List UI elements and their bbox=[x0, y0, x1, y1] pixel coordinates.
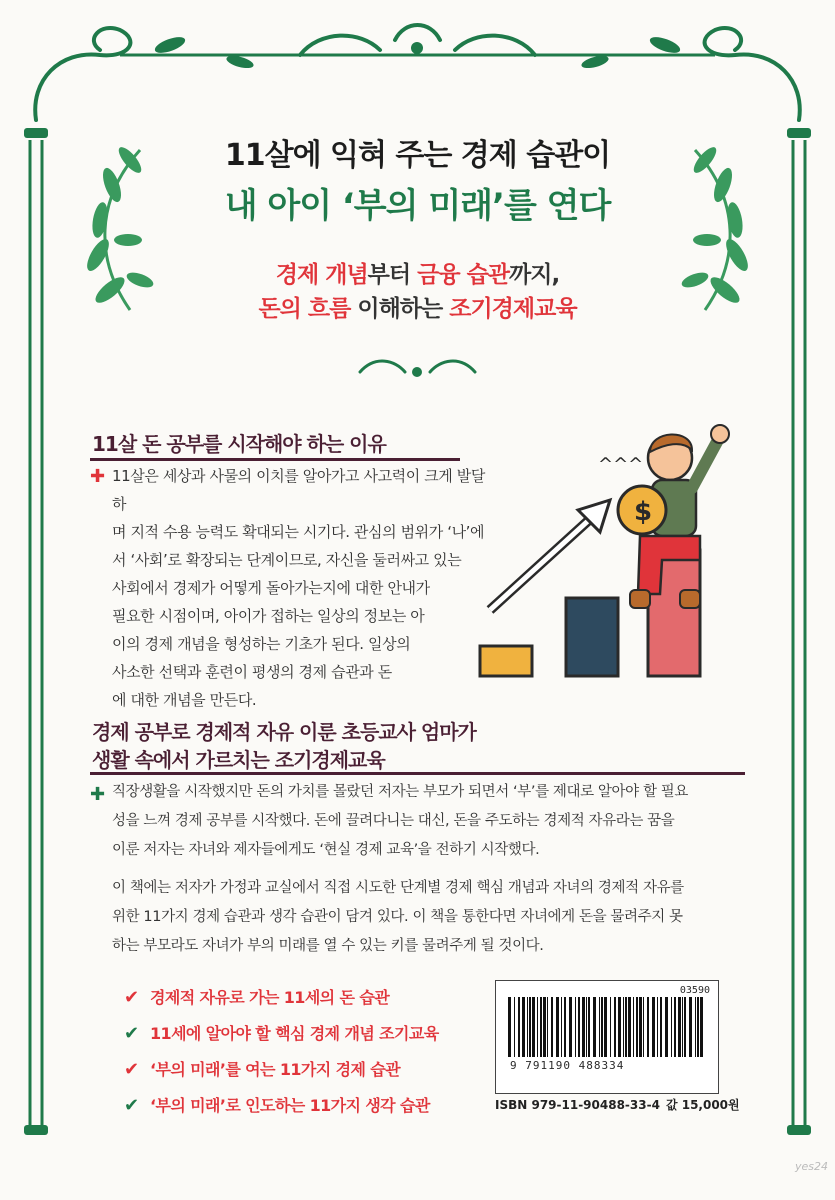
section2-title-line2: 생활 속에서 가르치는 조기경제교육 bbox=[92, 748, 385, 772]
barcode-addon: 03590 bbox=[679, 985, 710, 996]
plus-icon: ✚ bbox=[90, 466, 106, 487]
section2-para1 bbox=[112, 778, 762, 865]
check-icon: ✔ bbox=[124, 1059, 139, 1080]
bar-medium bbox=[566, 598, 618, 676]
plus-icon: ✚ bbox=[90, 784, 106, 805]
section1-underline bbox=[90, 458, 460, 461]
section2-underline bbox=[90, 772, 745, 775]
barcode bbox=[495, 980, 719, 1094]
text-line: 11살은 세상과 사물의 이치를 알아가고 사고력이 크게 발달하 bbox=[112, 467, 485, 513]
sub-normal: 부터 bbox=[367, 262, 418, 288]
barcode-digits: 9 791190 488334 bbox=[510, 1059, 625, 1072]
barcode-bars bbox=[508, 997, 706, 1059]
text-line: 위한 11가지 경제 습관과 생각 습관이 담겨 있다. 이 책을 통한다면 자녀에게 돈을 물려주지 못 bbox=[112, 909, 683, 925]
sub-emph: 경제 개념 bbox=[275, 262, 368, 288]
watermark: yes24 bbox=[795, 1160, 829, 1173]
text-line: 사소한 선택과 훈련이 평생의 경제 습관과 돈 bbox=[112, 663, 392, 681]
text-line: 며 지적 수용 능력도 확대되는 시기다. 관심의 범위가 ‘나’에 bbox=[112, 523, 485, 541]
text-line: 에 대한 개념을 만든다. bbox=[112, 691, 257, 709]
section1-title: 11살 돈 공부를 시작해야 하는 이유 bbox=[92, 432, 386, 456]
text-line: 이룬 저자는 자녀와 제자들에게도 ‘현실 경제 교육’을 전하기 시작했다. bbox=[112, 842, 540, 858]
headline-line2: 내 아이 ‘부의 미래’를 연다 bbox=[224, 186, 611, 226]
sub-emph: 금융 습관 bbox=[417, 262, 510, 288]
price-label: 값 15,000원 bbox=[665, 1098, 740, 1112]
section2-para2 bbox=[112, 874, 762, 961]
bar-small bbox=[480, 646, 532, 676]
text-line: 사회에서 경제가 어떻게 돌아가는지에 대한 안내가 bbox=[112, 579, 430, 597]
text-line: 성을 느껴 경제 공부를 시작했다. 돈에 끌려다니는 대신, 돈을 주도하는 경제적 자유라는 꿈을 bbox=[112, 813, 675, 829]
growth-illustration bbox=[470, 410, 750, 690]
checklist-item: ✔ ‘부의 미래’로 인도하는 11가지 생각 습관 bbox=[124, 1095, 430, 1116]
section1-body bbox=[112, 462, 492, 714]
sub-normal: 까지, bbox=[509, 262, 560, 288]
checklist-item: ✔ ‘부의 미래’를 여는 11가지 경제 습관 bbox=[124, 1059, 401, 1080]
sub-emph: 돈의 흐름 bbox=[258, 296, 351, 322]
check-icon: ✔ bbox=[124, 987, 139, 1008]
checklist-item: ✔ 경제적 자유로 가는 11세의 돈 습관 bbox=[124, 987, 390, 1008]
check-icon: ✔ bbox=[124, 1095, 139, 1116]
text-line: 하는 부모라도 자녀가 부의 미래를 열 수 있는 키를 물려주게 될 것이다. bbox=[112, 938, 544, 954]
sub-normal: 이해하는 bbox=[350, 296, 450, 322]
section2-title-line1: 경제 공부로 경제적 자유 이룬 초등교사 엄마가 bbox=[92, 720, 476, 744]
text-line: 필요한 시점이며, 아이가 접하는 일상의 정보는 아 bbox=[112, 607, 425, 625]
subheadline bbox=[0, 258, 835, 326]
checklist-item: ✔ 11세에 알아야 할 핵심 경제 개념 조기교육 bbox=[124, 1023, 439, 1044]
headline-line1: 11살에 익혀 주는 경제 습관이 bbox=[224, 138, 611, 173]
isbn-line bbox=[495, 1096, 740, 1113]
isbn-label: ISBN 979-11-90488-33-4 bbox=[495, 1098, 660, 1112]
text-line: 직장생활을 시작했지만 돈의 가치를 몰랐던 저자는 부모가 되면서 ‘부’를 제대로 알아야 할 필요 bbox=[112, 784, 688, 800]
check-icon: ✔ bbox=[124, 1023, 139, 1044]
sub-emph: 조기경제교육 bbox=[449, 296, 577, 322]
text-line: 이의 경제 개념을 형성하는 기초가 된다. 일상의 bbox=[112, 635, 411, 653]
text-line: 이 책에는 저자가 가정과 교실에서 직접 시도한 단계별 경제 핵심 개념과 자녀의 경제적 자유를 bbox=[112, 880, 684, 896]
coin-symbol: $ bbox=[634, 497, 653, 527]
text-line: 서 ‘사회’로 확장되는 단계이므로, 자신을 둘러싸고 있는 bbox=[112, 551, 462, 569]
up-arrows-icon: ^^^ bbox=[598, 454, 644, 475]
